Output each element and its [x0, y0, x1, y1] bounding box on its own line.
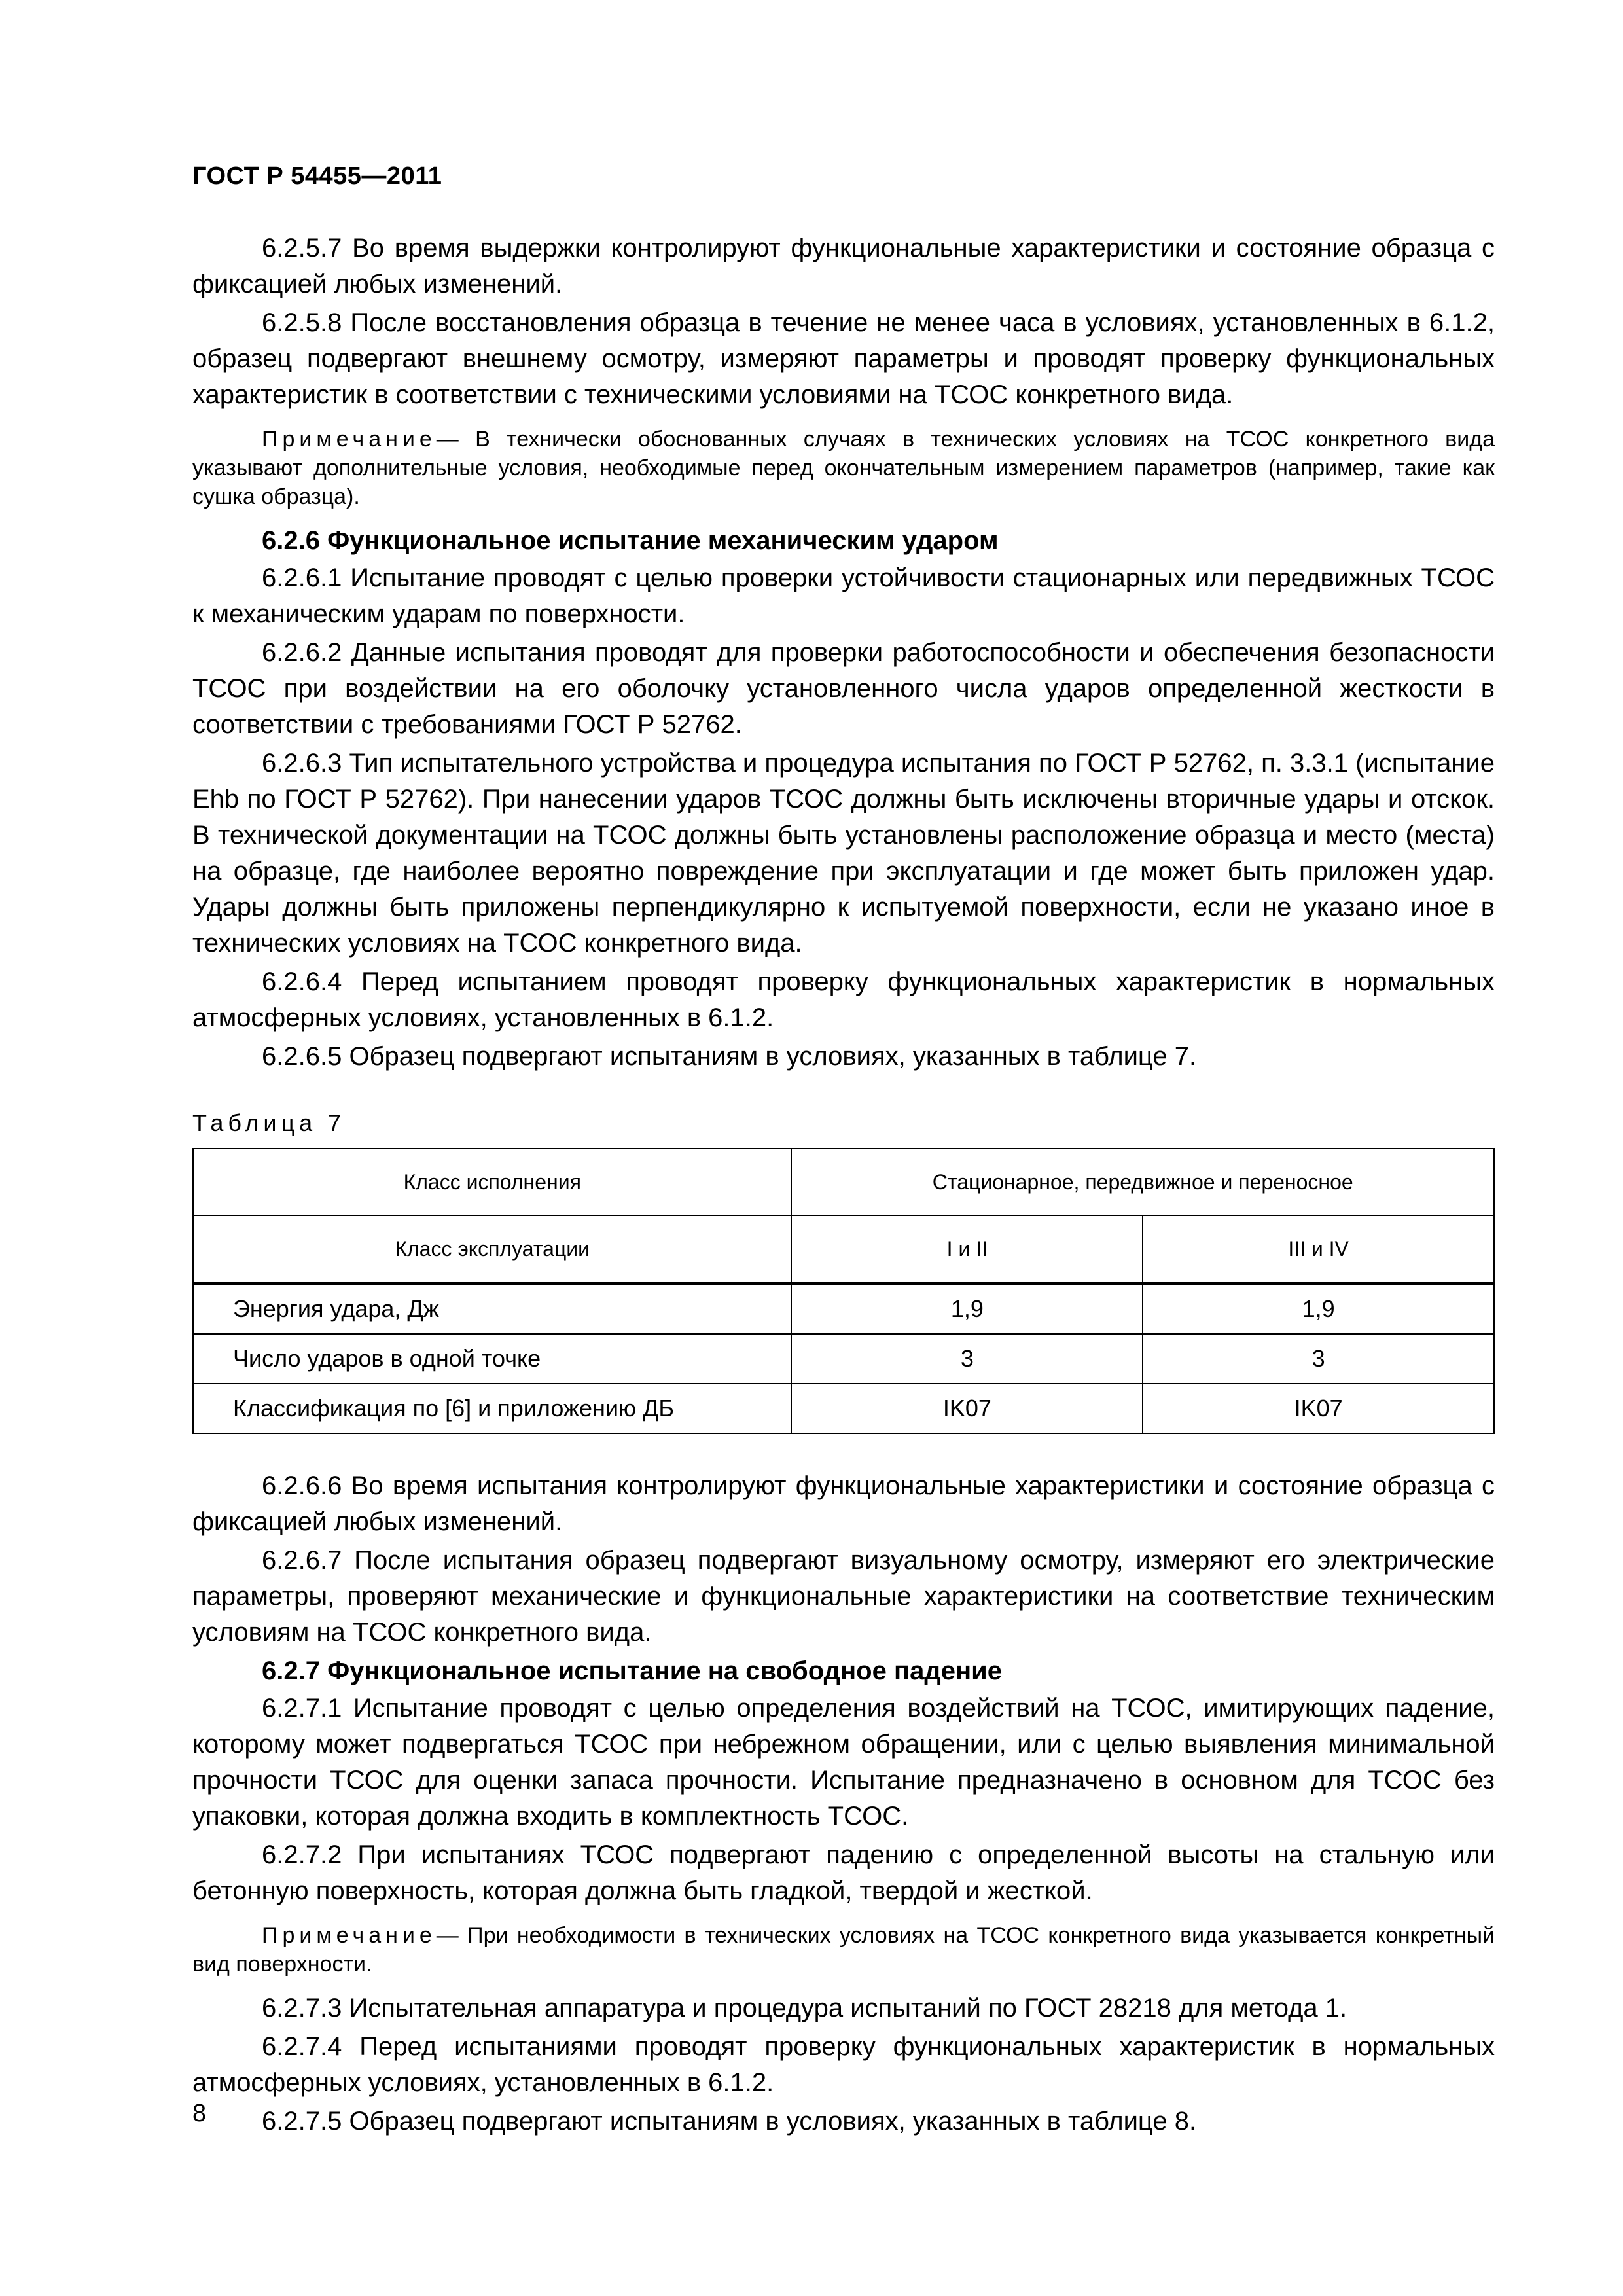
section-heading-6-2-7: 6.2.7 Функциональное испытание на свободное падение	[262, 1657, 1002, 1685]
row-label: Энергия удара, Дж	[193, 1283, 791, 1335]
note-1	[192, 425, 1495, 511]
row-label: Число ударов в одной точке	[193, 1334, 791, 1384]
cell-value: 3	[1143, 1334, 1494, 1384]
header-cell-class-exec: Класс исполнения	[193, 1149, 791, 1215]
cell-value: 3	[791, 1334, 1143, 1384]
paragraph-6-2-6-5: 6.2.6.5 Образец подвергают испытаниям в условиях, указанных в таблице 7.	[262, 1042, 1197, 1071]
note-text: — При необходимости в технических условиях на ТСОС конкретного вида указывается конкретный вид поверхности.	[192, 1923, 1495, 1977]
table-7-caption: Таблица 7	[192, 1109, 346, 1136]
table-header-row	[193, 1215, 1494, 1283]
paragraph-6-2-7-4: 6.2.7.4 Перед испытаниями проводят проверку функциональных характеристик в нормальных атмосферных условиях, установленных в 6.1.2.	[192, 2032, 1495, 2097]
paragraph-6-2-7-3: 6.2.7.3 Испытательная аппаратура и процедура испытаний по ГОСТ 28218 для метода 1.	[262, 1994, 1347, 2022]
paragraph-6-2-6-4: 6.2.6.4 Перед испытанием проводят проверку функциональных характеристик в нормальных атмосферных условиях, установленных в 6.1.2.	[192, 967, 1495, 1032]
paragraph-6-2-7-1: 6.2.7.1 Испытание проводят с целью определения воздействий на ТСОС, имитирующих падение, которому может подвергаться ТСОС при небрежном обращении, или с целью выявления минимальной прочности ТСОС для оценки запаса прочности. Испытание предназначено в основном для ТСОС без упаковки, которая должна входить в комплектность ТСОС.	[192, 1694, 1495, 1831]
paragraph-6-2-6-6: 6.2.6.6 Во время испытания контролируют функциональные характеристики и состояние образца с фиксацией любых изменений.	[192, 1471, 1495, 1536]
note-label: Примечание	[262, 1923, 437, 1948]
document-code-header: ГОСТ Р 54455—2011	[192, 162, 442, 190]
table-row	[193, 1283, 1494, 1335]
cell-value: 1,9	[1143, 1283, 1494, 1335]
header-cell-col1: I и II	[791, 1215, 1143, 1283]
row-label: Классификация по [6] и приложению ДБ	[193, 1384, 791, 1433]
table-header-row	[193, 1149, 1494, 1215]
header-cell-col2: III и IV	[1143, 1215, 1494, 1283]
note-label: Примечание	[262, 427, 437, 452]
paragraph-6-2-7-2: 6.2.7.2 При испытаниях ТСОС подвергают падению с определенной высоты на стальную или бетонную поверхность, которая должна быть гладкой, твердой и жесткой.	[192, 1840, 1495, 1905]
page-number: 8	[192, 2100, 207, 2127]
paragraph-6-2-6-1: 6.2.6.1 Испытание проводят с целью проверки устойчивости стационарных или передвижных ТСОС к механическим ударам по поверхности.	[192, 564, 1495, 628]
after-table-section	[192, 1468, 1495, 2140]
paragraph-6-2-6-7: 6.2.6.7 После испытания образец подвергают визуальному осмотру, измеряют его электрические параметры, проверяют механические и функциональные характеристики на соответствие техническим условиям на ТСОС конкретного вида.	[192, 1546, 1495, 1647]
table-7	[192, 1148, 1495, 1434]
paragraph-6-2-5-7: 6.2.5.7 Во время выдержки контролируют функциональные характеристики и состояние образца с фиксацией любых изменений.	[192, 234, 1495, 298]
table-row	[193, 1384, 1494, 1433]
paragraph-6-2-7-5: 6.2.7.5 Образец подвергают испытаниям в условиях, указанных в таблице 8.	[262, 2107, 1197, 2136]
header-cell-class-exec-value: Стационарное, передвижное и переносное	[791, 1149, 1494, 1215]
header-cell-class-oper: Класс эксплуатации	[193, 1215, 791, 1283]
table-row	[193, 1334, 1494, 1384]
note-2	[192, 1921, 1495, 1979]
page-content	[192, 230, 1495, 2142]
paragraph-6-2-6-2: 6.2.6.2 Данные испытания проводят для проверки работоспособности и обеспечения безопасности ТСОС при воздействии на его оболочку установленного числа ударов определенной жесткости в соответствии с требованиями ГОСТ Р 52762.	[192, 638, 1495, 739]
cell-value: 1,9	[791, 1283, 1143, 1335]
section-heading-6-2-6: 6.2.6 Функциональное испытание механическим ударом	[262, 526, 999, 555]
cell-value: IK07	[791, 1384, 1143, 1433]
paragraph-6-2-6-3: 6.2.6.3 Тип испытательного устройства и процедура испытания по ГОСТ Р 52762, п. 3.3.1 (испытание Ehb по ГОСТ Р 52762). При нанесении ударов ТСОС должны быть исключены вторичные удары и отскок. В технической документации на ТСОС должны быть установлены расположение образца и место (места) на образце, где наиболее вероятно повреждение при эксплуатации и где может быть приложен удар. Удары должны быть приложены перпендикулярно к испытуемой поверхности, если не указано иное в технических условиях на ТСОС конкретного вида.	[192, 749, 1495, 958]
cell-value: IK07	[1143, 1384, 1494, 1433]
note-text: — В технически обоснованных случаях в технических условиях на ТСОС конкретного вида указывают дополнительные условия, необходимые перед окончательным измерением параметров (например, такие как сушка образца).	[192, 427, 1495, 509]
paragraph-6-2-5-8: 6.2.5.8 После восстановления образца в течение не менее часа в условиях, установленных в 6.1.2, образец подвергают внешнему осмотру, измеряют параметры и проводят проверку функциональных характеристик в соответствии с техническими условиями на ТСОС конкретного вида.	[192, 308, 1495, 409]
